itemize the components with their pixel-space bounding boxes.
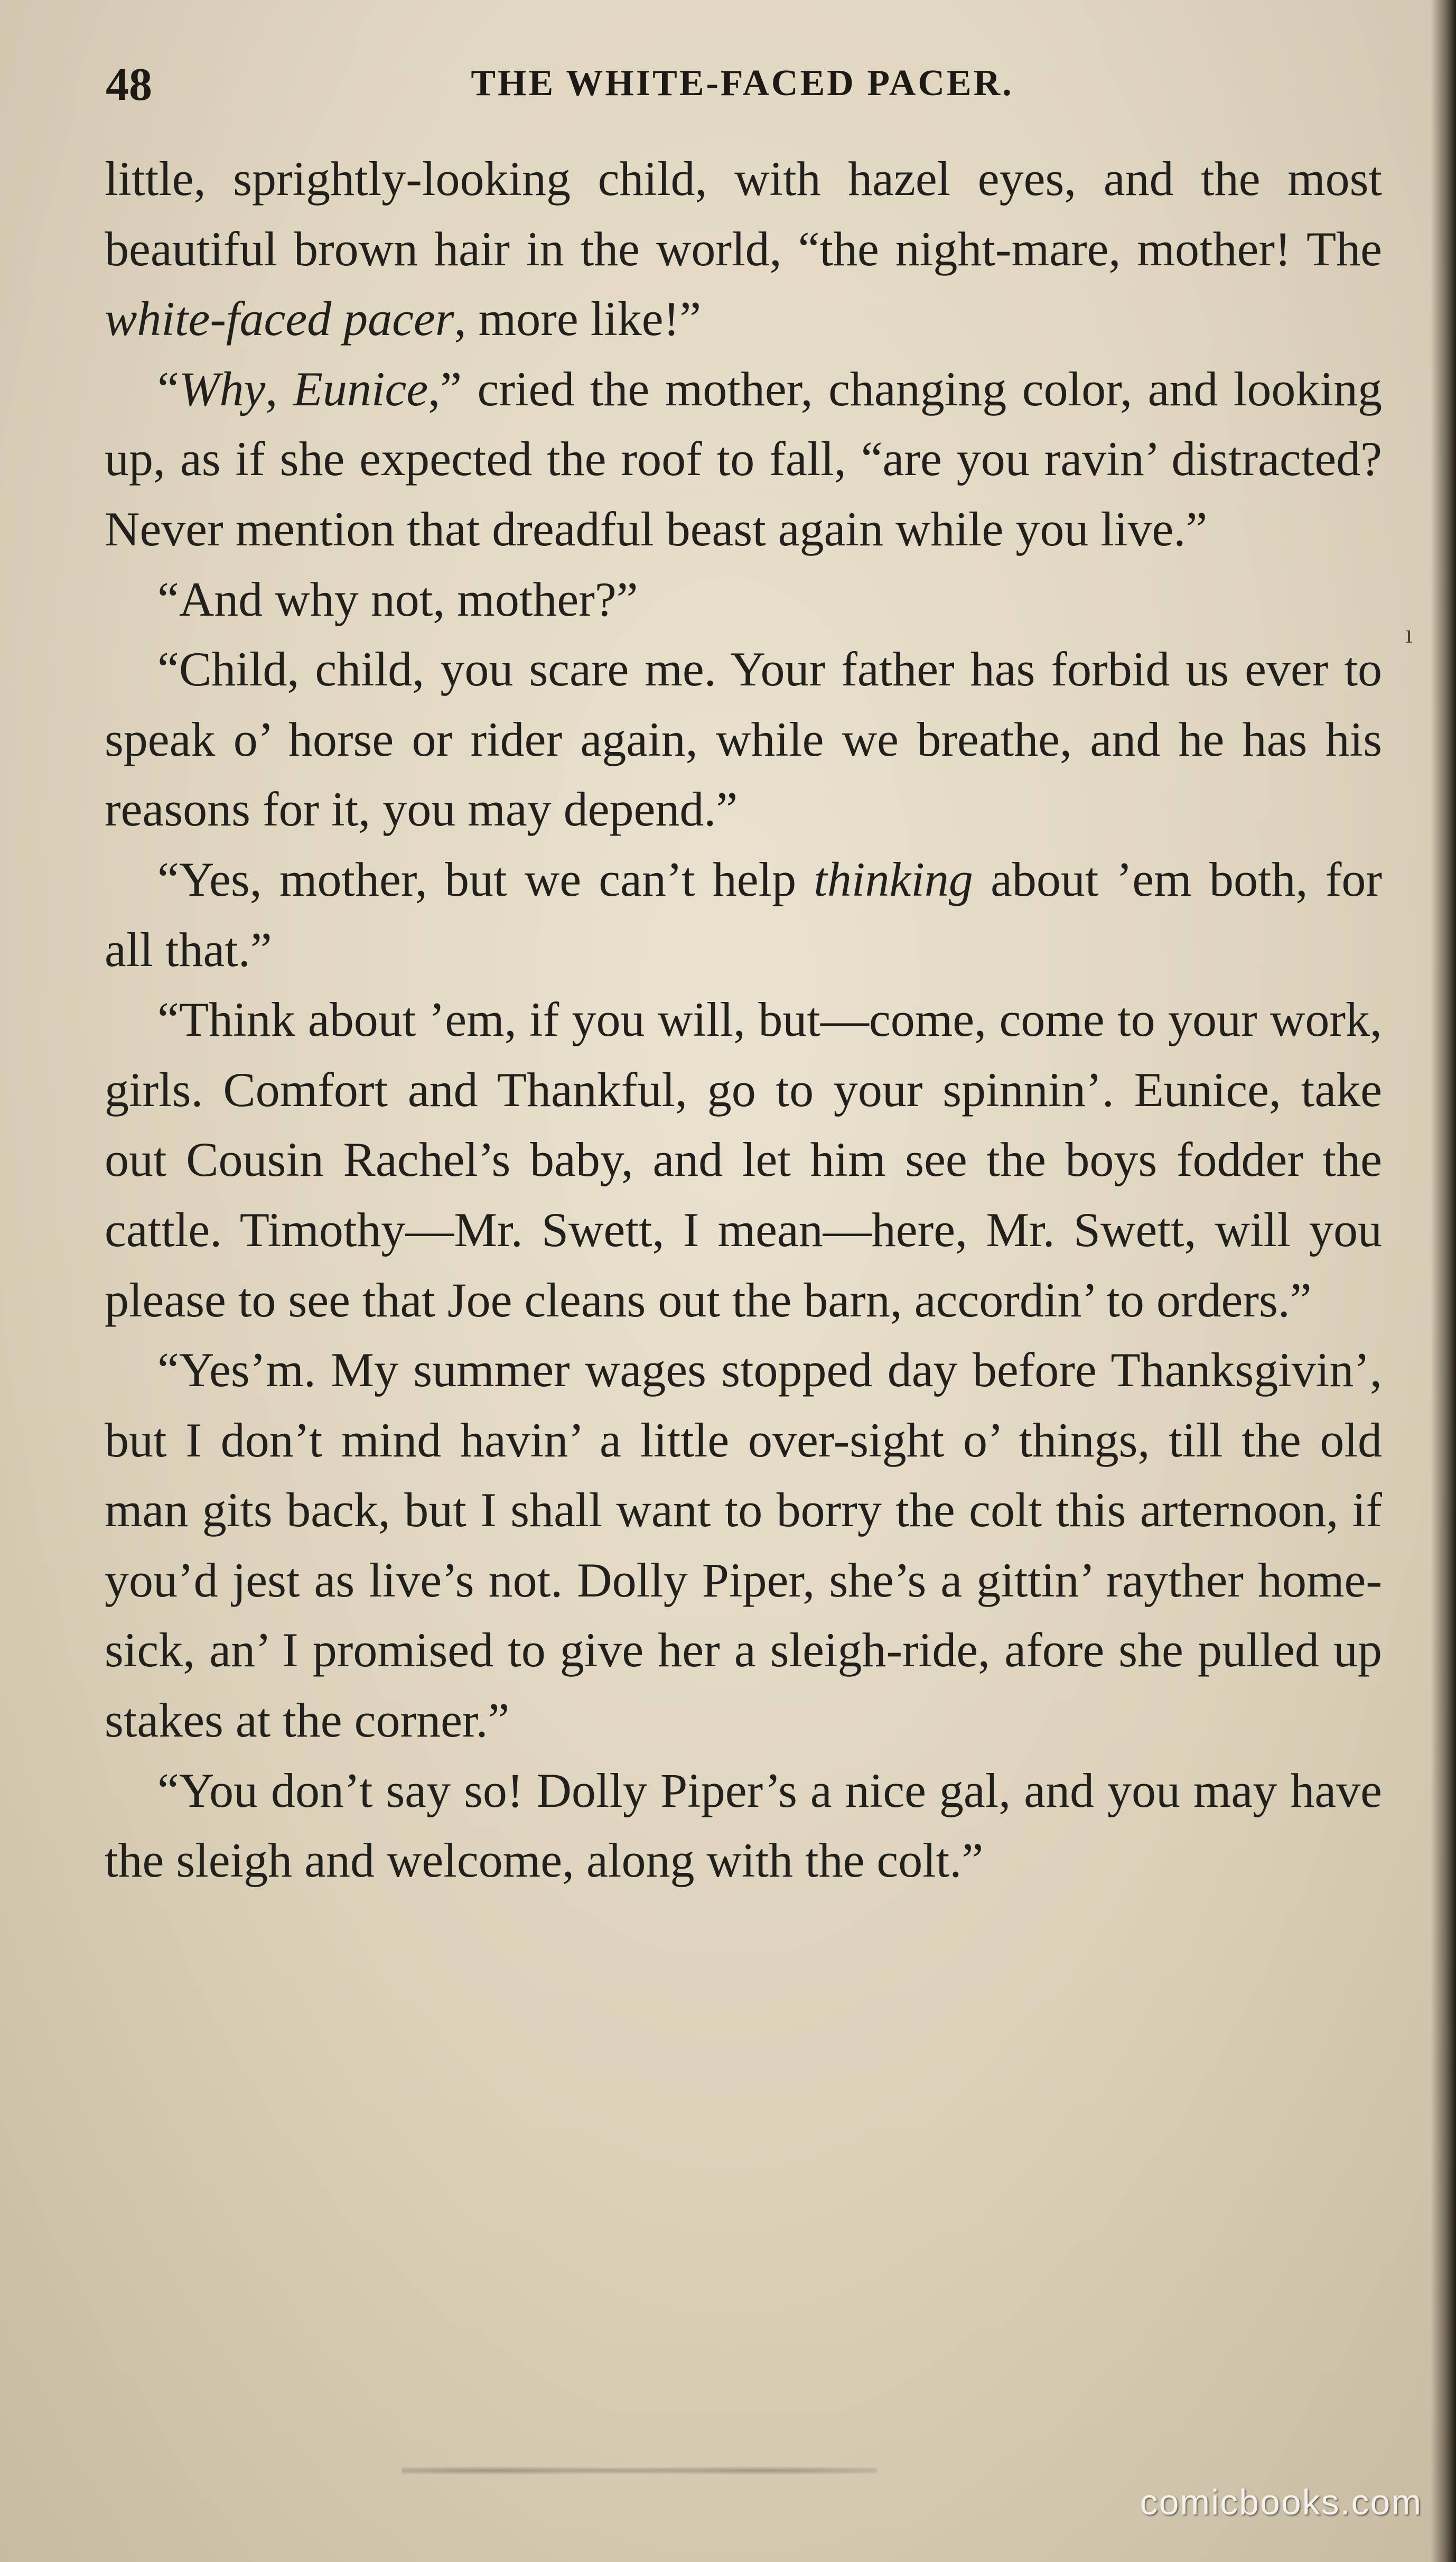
text-run: ,” cried the mother, changing color, and looking up, as if she expected the roof to fall, “are you ravin’ distracted? Never mention that dreadful beast again while you live.” (105, 361, 1382, 556)
text-run: , more like!” (454, 292, 702, 346)
body-text (105, 144, 1382, 1896)
text-run: “And why not, mother?” (157, 572, 638, 626)
italic-text: Why (179, 361, 266, 416)
page-header (106, 58, 1379, 122)
text-run: “Yes, mother, but we can’t help (157, 852, 814, 906)
italic-text: thinking (814, 852, 973, 906)
italic-text: Eunice (293, 361, 428, 416)
paragraph (105, 1756, 1382, 1896)
running-head: THE WHITE-FACED PACER. (471, 63, 1014, 104)
page-number: 48 (106, 59, 152, 110)
text-run: “Think about ’em, if you will, but—come, come to your work, girls. Comfort and Thankful, go to your spinnin’. Eunice, take out Cousin Rachel’s baby, and let him see the boys fodder the cattle. Timothy—Mr. Swett, I mean—here, Mr. Swett, will you please to see that Joe cleans out the barn, accordin’ to orders.” (105, 992, 1382, 1327)
text-run: , (265, 361, 293, 416)
margin-mark: ı (1405, 619, 1413, 648)
italic-text: white-faced pacer (105, 292, 454, 346)
paragraph (105, 634, 1382, 844)
paragraph (105, 564, 1382, 635)
paragraph (105, 1335, 1382, 1756)
paragraph (105, 844, 1382, 985)
text-run: “Yes’m. My summer wages stopped day before Thanksgivin’, but I don’t mind havin’ a little over-sight o’ things, till the old man gits back, but I shall want to borry the colt this arternoon, if you’d jest as live’s not. Dolly Piper, she’s a gittin’ rayther home-sick, an’ I promised to give her a sleigh-ride, afore she pulled up stakes at the corner.” (105, 1343, 1382, 1748)
text-run: little, sprightly-looking child, with hazel eyes, and the most beautiful brown hair in the world, “the night-mare, mother! The (105, 152, 1382, 276)
watermark: comicbooks.com (1140, 2482, 1422, 2522)
text-run: “You don’t say so! Dolly Piper’s a nice gal, and you may have the sleigh and welcome, along with the colt.” (105, 1763, 1382, 1888)
paragraph (105, 985, 1382, 1335)
text-run: about ’em both, for all that.” (105, 852, 1383, 977)
text-run: “ (157, 361, 179, 416)
paragraph (105, 354, 1382, 564)
faint-ink-smudge (402, 2463, 877, 2479)
text-run: “Child, child, you scare me. Your father has forbid us ever to speak o’ horse or rider again, while we breathe, and he has his reasons for it, you may depend.” (105, 642, 1382, 837)
paragraph (105, 144, 1382, 354)
